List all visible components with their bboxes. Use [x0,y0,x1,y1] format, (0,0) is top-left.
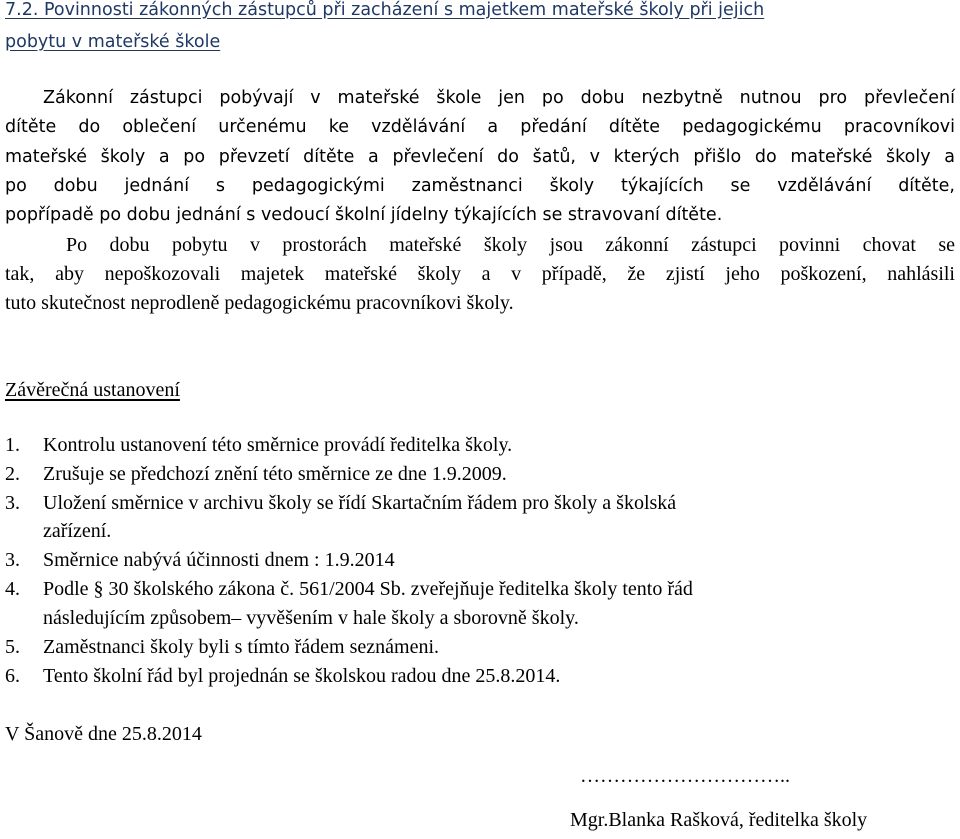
paragraph-1-line-2: dítěte do oblečení určenému ke vzdělávání a předání dítěte pedagogickému pracovníkovi [5,117,955,137]
paragraph-2-line-2: tak, aby nepoškozovali majetek mateřské školy a v případě, že zjistí jeho poškození, nahlásili [5,263,955,285]
list-item-number: 4. [5,578,20,600]
list-item-text: Směrnice nabývá účinnosti dnem : 1.9.2014 [43,549,395,571]
list-item-number: 6. [5,665,20,687]
section-heading-line-1: 7.2. Povinnosti zákonných zástupců při zacházení s majetkem mateřské školy při jejich [5,0,765,20]
list-item-text: Kontrolu ustanovení této směrnice provádí ředitelka školy. [43,434,513,456]
paragraph-1-line-3: mateřské školy a po převzetí dítěte a převlečení do šatů, v kterých přišlo do mateřské školy a [5,147,955,167]
list-item-text-continued: zařízení. [43,520,112,542]
paragraph-1-line-1: Zákonní zástupci pobývají v mateřské škole jen po dobu nezbytně nutnou pro převlečení [43,88,955,108]
section-heading-line-2: pobytu v mateřské škole [5,32,221,52]
list-item-number: 3. [5,549,20,571]
place-date: V Šanově dne 25.8.2014 [5,723,202,745]
list-item-text: Uložení směrnice v archivu školy se řídí Skartačním řádem pro školy a školská [43,492,677,514]
paragraph-1-line-5: popřípadě po dobu jednání s vedoucí školní jídelny týkajících se stravovaní dítěte. [5,205,723,225]
list-item-number: 1. [5,434,20,456]
final-provisions-heading: Závěrečná ustanovení [5,379,180,401]
list-item-number: 5. [5,636,20,658]
paragraph-1-line-4: po dobu jednání s pedagogickými zaměstnanci školy týkajících se vzdělávání dítěte, [5,176,955,196]
list-item-text: Zrušuje se předchozí znění této směrnice ze dne 1.9.2009. [43,463,507,485]
list-item-text-continued: následujícím způsobem– vyvěšením v hale školy a sborovně školy. [43,607,579,629]
paragraph-2-line-1: Po dobu pobytu v prostorách mateřské školy jsou zákonní zástupci povinni chovat se [66,234,955,256]
signature-line: ………………………….. [580,765,790,787]
list-item-number: 2. [5,463,20,485]
signature-name: Mgr.Blanka Rašková, ředitelka školy [570,809,868,831]
list-item-number: 3. [5,492,20,514]
list-item-text: Podle § 30 školského zákona č. 561/2004 Sb. zveřejňuje ředitelka školy tento řád [43,578,693,600]
list-item-text: Tento školní řád byl projednán se školskou radou dne 25.8.2014. [43,665,561,687]
list-item-text: Zaměstnanci školy byli s tímto řádem seznámeni. [43,636,440,658]
paragraph-2-line-3: tuto skutečnost neprodleně pedagogickému pracovníkovi školy. [5,292,514,314]
